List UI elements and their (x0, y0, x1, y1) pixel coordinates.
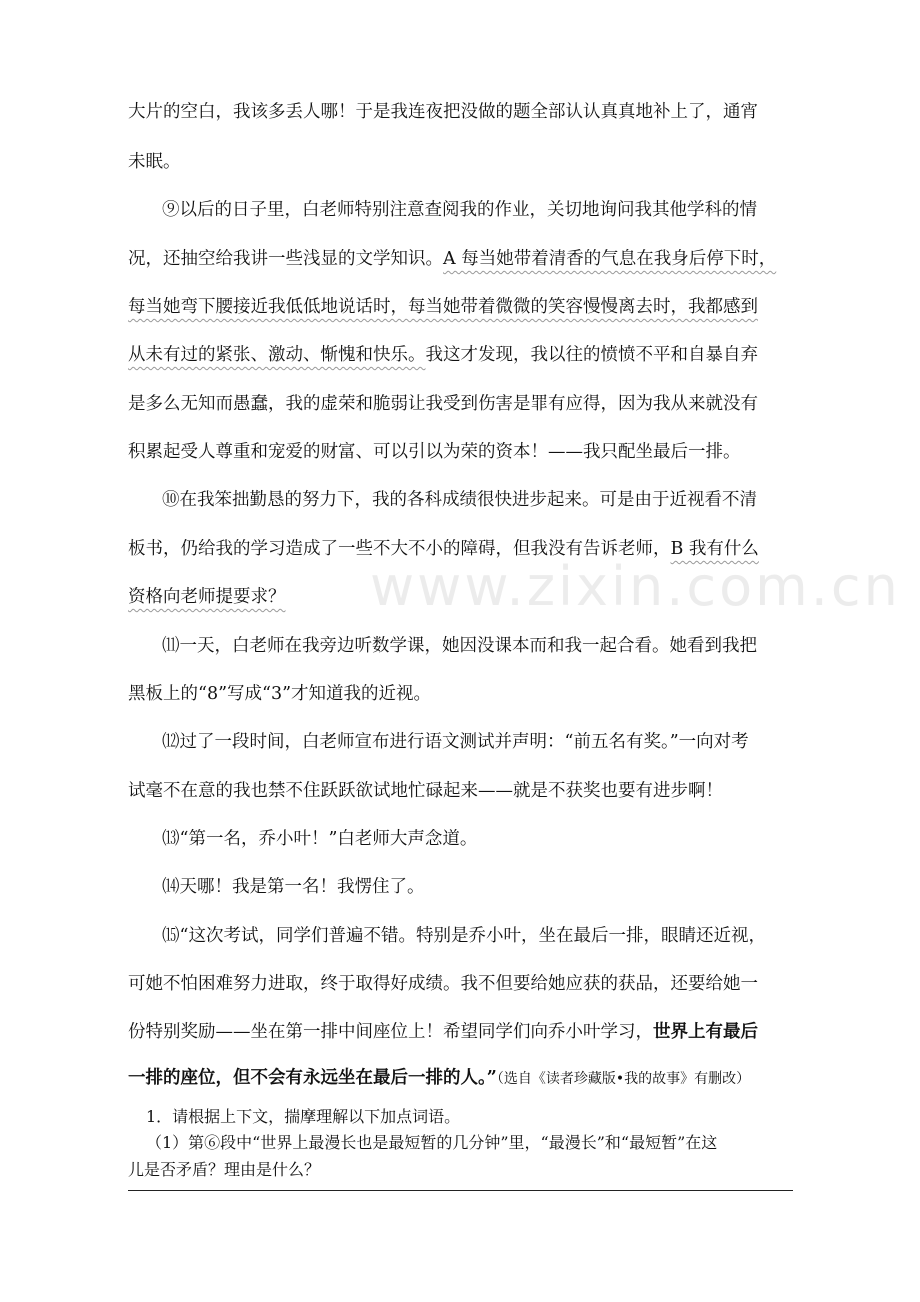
bold-sentence-cont: 一排的座位，但不会有永远坐在最后一排的人。” (128, 1068, 497, 1088)
question-1-1-cont: 儿是否矛盾？理由是什么？ (128, 1160, 321, 1179)
paragraph-14: ⒁天哪！我是第一名！我愣住了。 (162, 877, 425, 897)
question-1: 1．请根据上下文，揣摩理解以下加点词语。 (146, 1107, 461, 1126)
paragraph-11: ⑾一天，白老师在我旁边听数学课，她因没课本而和我一起合看。她看到我把 (162, 636, 757, 656)
marked-sentence-a: A 每当她带着清香的气息在我身后停下时， (443, 249, 777, 269)
paragraph-10: ⑩在我笨拙勤恳的努力下，我的各科成绩很快进步起来。可是由于近视看不清 (162, 490, 757, 510)
paragraph-13: ⒀“第一名，乔小叶！”白老师大声念道。 (162, 829, 478, 849)
passage-line (128, 1018, 758, 1043)
paragraph-15: ⒂“这次考试，同学们普遍不错。特别是乔小叶，坐在最后一排，眼睛还近视， (162, 926, 766, 946)
marked-sentence-b: B 我有什么 (670, 539, 759, 559)
passage-line (128, 341, 758, 366)
passage-line: 黑板上的“8”写成“3”才知道我的近视。 (128, 684, 432, 704)
passage-text: 我这才发现，我以往的愤愤不平和自暴自弃 (425, 345, 758, 365)
source-citation: （选自《读者珍藏版•我的故事》有删改） (496, 1071, 751, 1087)
answer-line[interactable] (128, 1190, 793, 1191)
passage-line (128, 1064, 750, 1089)
marked-sentence-a-cont: 每当她弯下腰接近我低低地说话时，每当她带着微微的笑容慢慢离去时，我都感到 (128, 297, 758, 317)
passage-line: 是多么无知而愚蠢，我的虚荣和脆弱让我受到伤害是罪有应得，因为我从来就没有 (128, 394, 758, 414)
passage-line: 积累起受人尊重和宠爱的财富、可以引以为荣的资本！——我只配坐最后一排。 (128, 442, 741, 462)
paragraph-12: ⑿过了一段时间，白老师宣布进行语文测试并声明：“前五名有奖。”一向对考 (162, 732, 749, 752)
passage-line: 大片的空白，我该多丢人哪！于是我连夜把没做的题全部认认真真地补上了，通宵 (128, 102, 758, 122)
marked-sentence-b-cont: 资格向老师提要求？ (128, 587, 286, 607)
marked-sentence-a-end: 从未有过的紧张、激动、惭愧和快乐。 (128, 345, 426, 365)
passage-text: 板书，仍给我的学习造成了一些不大不小的障碍，但我没有告诉老师， (128, 539, 671, 559)
question-1-1: （1）第⑥段中“世界上最漫长也是最短暂的几分钟”里，“最漫长”和“最短暂”在这 (146, 1133, 718, 1152)
paragraph-9: ⑨以后的日子里，白老师特别注意查阅我的作业，关切地询问我其他学科的情 (162, 200, 757, 220)
watermark: www.zixin.com.cn (370, 555, 901, 618)
passage-line: 可她不怕困难努力进取，终于取得好成绩。我不但要给她应获的获品，还要给她一 (128, 974, 758, 994)
passage-line: 试毫不在意的我也禁不住跃跃欲试地忙碌起来——就是不获奖也要有进步啊！ (128, 781, 723, 801)
passage-text: 份特别奖励——坐在第一排中间座位上！希望同学们向乔小叶学习， (128, 1022, 653, 1042)
passage-line (128, 245, 776, 270)
passage-text: 况，还抽空给我讲一些浅显的文学知识。 (128, 249, 443, 269)
bold-sentence: 世界上有最后 (653, 1022, 758, 1042)
passage-line (128, 535, 759, 560)
passage-line: 未眠。 (128, 152, 181, 172)
